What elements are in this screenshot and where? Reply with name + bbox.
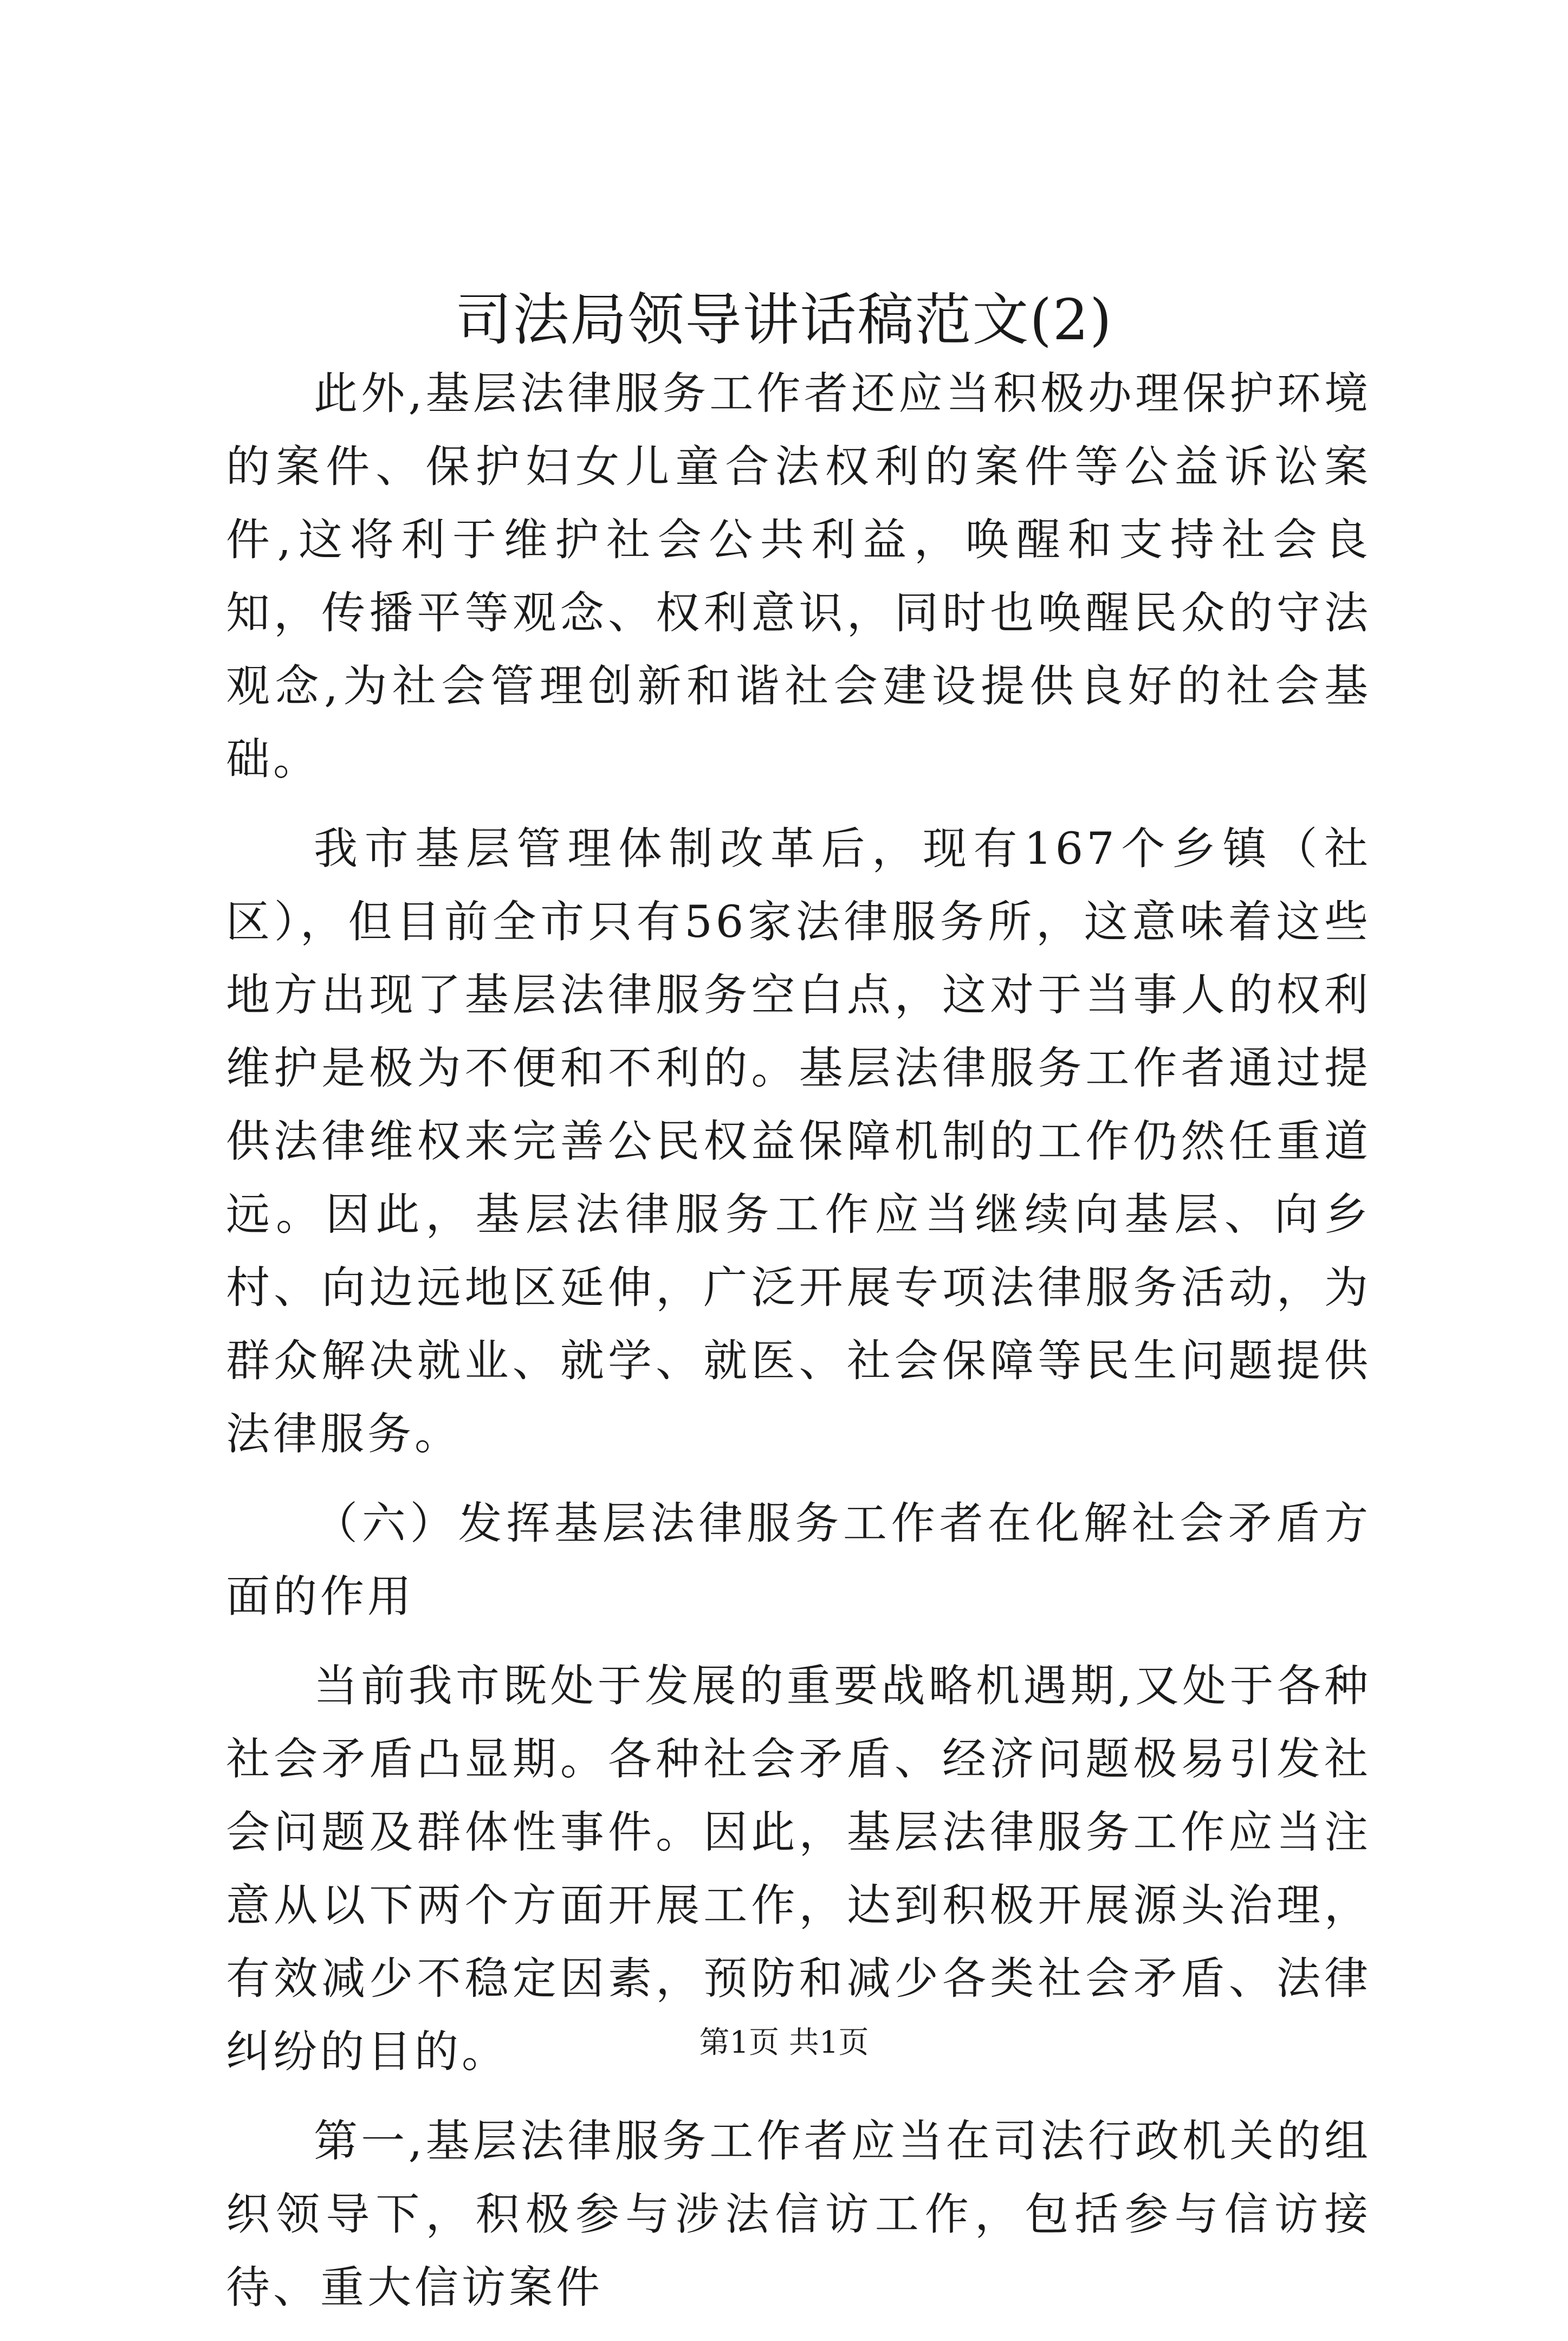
page-footer: 第1页 共1页: [699, 2025, 869, 2060]
paragraph-3: 当前我市既处于发展的重要战略机遇期,又处于各种社会矛盾凸显期。各种社会矛盾、经济问题极易引发社会问题及群体性事件。因此，基层法律服务工作应当注意从以下两个方面开展工作，达到积极开展源头治理，有效减少不稳定因素，预防和减少各类社会矛盾、法律纠纷的目的。: [226, 1661, 1371, 2078]
document-title: 司法局领导讲话稿范文(2): [455, 287, 1113, 353]
paragraph-2: 我市基层管理体制改革后，现有167个乡镇（社区），但目前全市只有56家法律服务所，这意味着这些地方出现了基层法律服务空白点，这对于当事人的权利维护是极为不便和不利的。基层法律服务工作者通过提供法律维权来完善公民权益保障机制的工作仍然任重道远。因此，基层法律服务工作应当继续向基层、向乡村、向边远地区延伸，广泛开展专项法律服务活动，为群众解决就业、就学、就医、社会保障等民生问题提供法律服务。: [226, 824, 1371, 1460]
section-heading-6: （六）发挥基层法律服务工作者在化解社会矛盾方面的作用: [226, 1498, 1371, 1622]
paragraph-4: 第一,基层法律服务工作者应当在司法行政机关的组织领导下，积极参与涉法信访工作，包括参与信访接待、重大信访案件: [226, 2116, 1371, 2313]
paragraph-1: 此外,基层法律服务工作者还应当积极办理保护环境的案件、保护妇女儿童合法权利的案件等公益诉讼案件,这将利于维护社会公共利益，唤醒和支持社会良知，传播平等观念、权利意识，同时也唤醒民众的守法观念,为社会管理创新和谐社会建设提供良好的社会基础。: [226, 368, 1371, 785]
